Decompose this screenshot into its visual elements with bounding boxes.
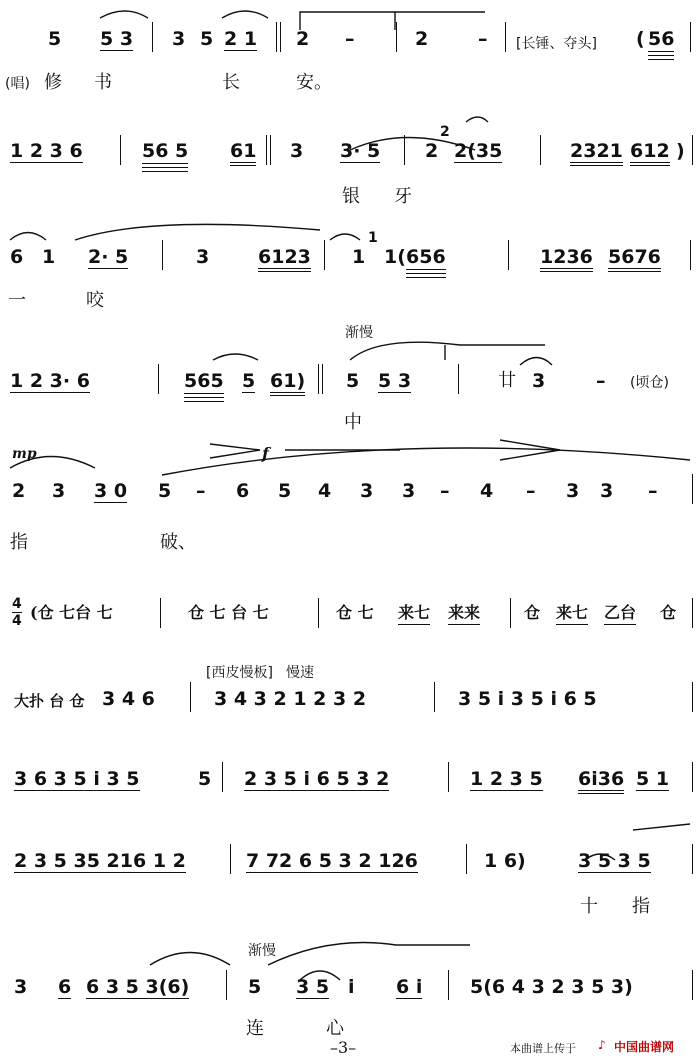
double-barline [266,135,267,165]
double-barline [280,22,281,52]
tremolo-mark: 廿 [498,370,516,391]
note-group: 3 4 6 [102,688,155,710]
barline [448,970,449,1000]
note: 5 [200,28,214,50]
lyric: 指 [632,896,650,917]
barline [692,844,693,874]
barline [692,135,693,165]
note-group: 3 5 [296,976,330,998]
note-group: 2321 [570,140,623,166]
percussion-pattern: 来来 [448,602,480,625]
section-label: [西皮慢板] [206,665,273,681]
tempo-marking: 渐慢 [345,325,373,341]
note: 1 [42,246,56,268]
dash: – [526,480,536,502]
barline [505,22,506,52]
percussion-pattern: (仓 七台 七 [30,603,113,622]
barline [692,474,693,504]
note: 1 [352,246,366,268]
percussion-annotation: [长锤、夺头] [516,36,597,52]
note-group: 565 [184,370,224,402]
barline [158,364,159,394]
barline [120,135,121,165]
note-group: 56 [648,28,674,60]
note-group: 2 3 5 i 6 5 3 2 [244,768,390,790]
lyric: 指 [10,532,28,553]
upload-note: 本曲谱上传于 [510,1042,576,1055]
note: 3 [532,370,546,392]
barline [692,970,693,1000]
time-signature-bottom: 4 [12,613,22,629]
barline [160,598,161,628]
paren: ) [676,140,685,162]
dash: – [596,370,606,392]
note: 1( [384,246,406,268]
note-group: 612 [630,140,670,166]
barline [510,598,511,628]
barline [690,22,691,52]
note: 6 [58,976,72,998]
lyric: 长 [222,72,240,93]
note-group: 7 72 6 5 3 2 126 [246,850,418,872]
percussion-pattern: 来七 [556,602,588,625]
lyric: 十 [580,896,598,917]
note: 3 [52,480,66,502]
lyric: 心 [326,1018,344,1039]
note: 5 [198,768,212,790]
barline [162,240,163,270]
note: 3 [14,976,28,998]
barline [692,682,693,712]
barline [318,598,319,628]
note-group: 1236 [540,246,593,272]
dash: – [345,28,355,50]
note-group: 1 2 3 6 [10,140,83,162]
note-group: 5 3 [100,28,134,50]
lyric: 一 [8,290,26,311]
note-group: 656 [406,246,446,278]
barline [508,240,509,270]
note-group: 6 i [396,976,423,998]
percussion-pattern: 仓 [524,603,541,622]
double-barline [276,22,277,52]
barline [434,682,435,712]
double-barline [322,364,323,394]
note-group: 3 4 3 2 1 2 3 2 [214,688,367,710]
barline [690,240,691,270]
lyric: 牙 [394,186,412,207]
note-group: 3 5 i 3 5 i 6 5 [458,688,597,710]
percussion-pattern: 仓 七 [336,603,374,622]
barline [540,135,541,165]
note-group: 5676 [608,246,661,272]
note: 3 [360,480,374,502]
site-logo-icon: ♪ [598,1038,606,1052]
lyric: 书 [94,72,112,93]
site-name: 中国曲谱网 [614,1040,675,1054]
note-group: 3 0 [94,480,128,502]
note-group: 3 5 3 5 [578,850,651,872]
note: 6 [236,480,250,502]
barline [324,240,325,270]
note-group: 3 6 3 5 i 3 5 [14,768,140,790]
dash: – [196,480,206,502]
grace-note: 2 [440,124,450,140]
paren: ( [636,28,645,50]
note-group: 5 1 [636,768,670,790]
percussion-pattern: 仓 [660,603,677,622]
dynamic-f: f [262,444,269,463]
note: 2 [12,480,26,502]
lyric: 中 [344,412,362,433]
note-group: 2· 5 [88,246,129,268]
note-group: 2(35 [454,140,503,162]
barline [222,762,223,792]
note-group: 61) [270,370,305,396]
note: 3 [402,480,416,502]
dash: – [478,28,488,50]
note: 2 [415,28,429,50]
lyric: 破、 [160,532,196,553]
note: 4 [318,480,332,502]
barline [458,364,459,394]
barline [404,135,405,165]
barline [692,598,693,628]
note: 5 [278,480,292,502]
note: 6 [10,246,24,268]
dynamic-mp: mp [12,446,37,462]
note-group: 6123 [258,246,311,272]
note-group: 5(6 4 3 2 3 5 3) [470,976,633,998]
note: 3 [566,480,580,502]
lyric: 修 [44,72,62,93]
lyric: 银 [342,186,360,207]
note: i [348,976,355,998]
dash: – [440,480,450,502]
percussion-pattern: 乙台 [604,602,636,625]
note-group: 1 2 3· 6 [10,370,90,392]
note-group: 3· 5 [340,140,381,162]
percussion-pattern: 来七 [398,602,430,625]
double-barline [318,364,319,394]
barline [230,844,231,874]
note-group: 1 2 3 5 [470,768,543,790]
barline [448,762,449,792]
note: 3 [196,246,210,268]
time-signature-top: 4 [12,596,22,612]
note: 5 [346,370,360,392]
double-barline [270,135,271,165]
sing-marker: (唱) [5,76,30,92]
page-number: –3– [330,1038,357,1057]
note: 3 [600,480,614,502]
lyric: 安。 [296,72,332,93]
note-group: 61 [230,140,256,166]
note: 4 [480,480,494,502]
note-group: 56 5 [142,140,188,172]
note: 3 [290,140,304,162]
note: 3 [172,28,186,50]
note: 2 [425,140,439,162]
lyric: 咬 [86,290,104,311]
note-group: 6 3 5 3(6) [86,976,190,998]
note: 5 [242,370,256,392]
grace-note: 1 [368,230,378,246]
note-group: 2 1 [224,28,258,50]
note-group: 1 6) [484,850,526,872]
barline [152,22,153,52]
percussion-prefix: 大扑 台 仓 [14,692,85,710]
percussion-annotation: (顷仓) [630,375,669,391]
note: 5 [158,480,172,502]
barline [466,844,467,874]
barline [226,970,227,1000]
note-group: 6i36 [578,768,624,794]
lyric: 连 [246,1018,264,1039]
barline [190,682,191,712]
note: 5 [48,28,62,50]
tempo-marking: 慢速 [286,665,314,681]
dash: – [648,480,658,502]
note-group: 2 3 5 35 216 1 2 [14,850,186,872]
barline [692,762,693,792]
note: 5 [248,976,262,998]
note-group: 5 3 [378,370,412,392]
barline [396,22,397,52]
note: 2 [296,28,310,50]
tempo-marking: 渐慢 [248,943,276,959]
percussion-pattern: 仓 七 台 七 [188,603,269,622]
